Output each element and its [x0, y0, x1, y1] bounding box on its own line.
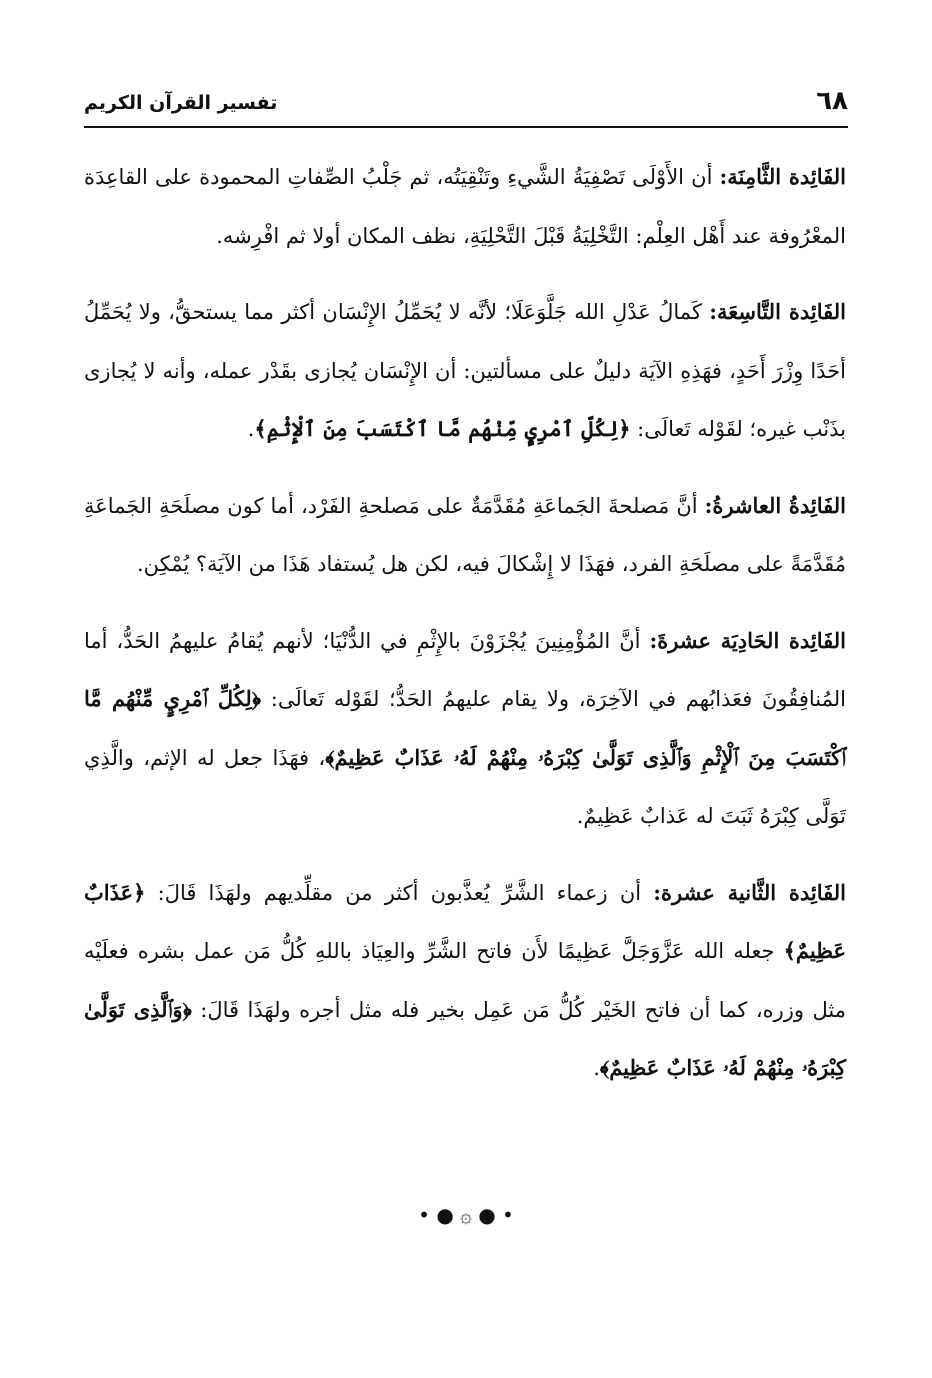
paragraph-heading: الفَائِدة الثَّامِنَة: [719, 164, 847, 189]
paragraph-text-middle: جعله الله عَزَّوَجَلَّ عَظِيمًا لأَن فاتح الشَّرِّ والعِيَاذ باللهِ كُلُّ مَن عمل بشره فعلَيْه مثل وزره، كما أن فاتح الخَيْر كُلُّ مَن عَمِل بخير فله مثل أجره ولهَذَا قَالَ: [84, 939, 846, 1022]
paragraph-text: أنَّ مَصلحةَ الجَماعَةِ مُقَدَّمَةٌ على مَصلحةِ الفَرْد، أما كون مصلَحَةِ الجَماعَةِ مُقَدَّمَةً على مصلَحَةِ الفرد، فهَذَا لا إِشْكالَ فيه، لكن هل يُستفاد هَذَا من الآيَة؟ يُمْكِن. [84, 493, 846, 576]
page-number: ٦٨ [816, 86, 848, 116]
paragraph-text-end: . [247, 417, 255, 441]
section-end-ornament: • ● ۞ ● • [418, 1203, 514, 1227]
paragraph-heading: الفَائِدة الحَادِيَة عشرةَ: [649, 627, 846, 653]
paragraph-heading: الفَائِدةُ العاشرةُ: [704, 492, 846, 518]
paragraph-text: أن الأَوْلَى تَصْفِيَةُ الشَّيءِ وتَنْقِيَتُه، ثم جَلْبُ الصِّفاتِ المحمودة على القاعِدَة المعْرُوفة عند أَهْل العِلْم: التَّخْلِيَةُ قَبْلَ التَّحْلِيَةِ، نظف المكان أولا ثم افْرِشه. [84, 165, 846, 248]
paragraph-text: أنَّ المُؤْمِنِينَ يُجْزَوْنَ بالإِثْمِ في الدُّنْيَا؛ لأنهم يُقامُ عليهمُ الحَدُّ، أما المُنافِقُونَ فعَذابُهم في الآخِرَة، ولا يقام عليهمُ الحَدُّ؛ لقَوْله تَعالَى: [84, 628, 846, 711]
quran-verse: ﴿وَٱلَّذِى تَوَلَّىٰ كِبْرَهُۥ مِنْهُمْ لَهُۥ عَذَابٌ عَظِيمٌ﴾ [84, 996, 846, 1080]
page-header [84, 84, 848, 128]
header-divider [84, 126, 848, 128]
paragraph-benefit-12 [84, 864, 846, 1098]
paragraph-heading: الفَائِدة الثَّانية عشرة: [653, 879, 846, 905]
page-body [84, 148, 846, 1116]
paragraph-text: أن زعماء الشَّرِّ يُعذَّبون أكثر من مقلِّديهم ولهَذَا قَالَ: [145, 880, 654, 905]
paragraph-benefit-8 [84, 148, 846, 265]
paragraph-benefit-11 [84, 612, 846, 846]
book-title: تفسير القرآن الكريم [84, 92, 278, 114]
paragraph-text: كَمالُ عَدْلِ الله جَلَّوَعَلَا؛ لأنَّه لا يُحَمِّلُ الإِنْسَان أكثر مما يستحقُّ، ولا يُحَمِّلُ أحَدًا وِزْرَ أَحَدٍ، فهَذِهِ الآيَة دليلٌ على مسألتين: أن الإِنْسَان يُجازى بقَدْر عمله، وأنه لا يُجازى بذَنْب غيره؛ لقَوْله تَعالَى: [84, 300, 846, 441]
paragraph-benefit-10 [84, 477, 846, 594]
paragraph-text-end: . [593, 1056, 600, 1080]
paragraph-heading: الفَائِدة التَّاسِعَة: [709, 299, 846, 324]
paragraph-text-end: ، فهَذَا جعل له الإثم، والَّذِي تَوَلَّى كِبْرَهُ ثَبَتَ له عَذابٌ عَظِيمٌ. [84, 745, 846, 828]
paragraph-benefit-9 [84, 283, 846, 459]
quran-verse: ﴿عَذَابٌ عَظِيمٌ﴾ [84, 879, 846, 963]
quran-verse: ﴿لِكُلِّ ٱمْرِيٍٕ مِّنْهُم مَّا ٱكْتَسَبَ مِنَ ٱلْإِثْمِ وَٱلَّذِى تَوَلَّىٰ كِبْرَهُۥ مِنْهُمْ لَهُۥ عَذَابٌ عَظِيمٌ﴾ [84, 686, 846, 770]
quran-verse: ﴿لِكُلِّ ٱمْرِيٍٕ مِّنْهُم مَّا ٱكْتَسَبَ مِنَ ٱلْإِثْمِ﴾ [254, 416, 631, 441]
